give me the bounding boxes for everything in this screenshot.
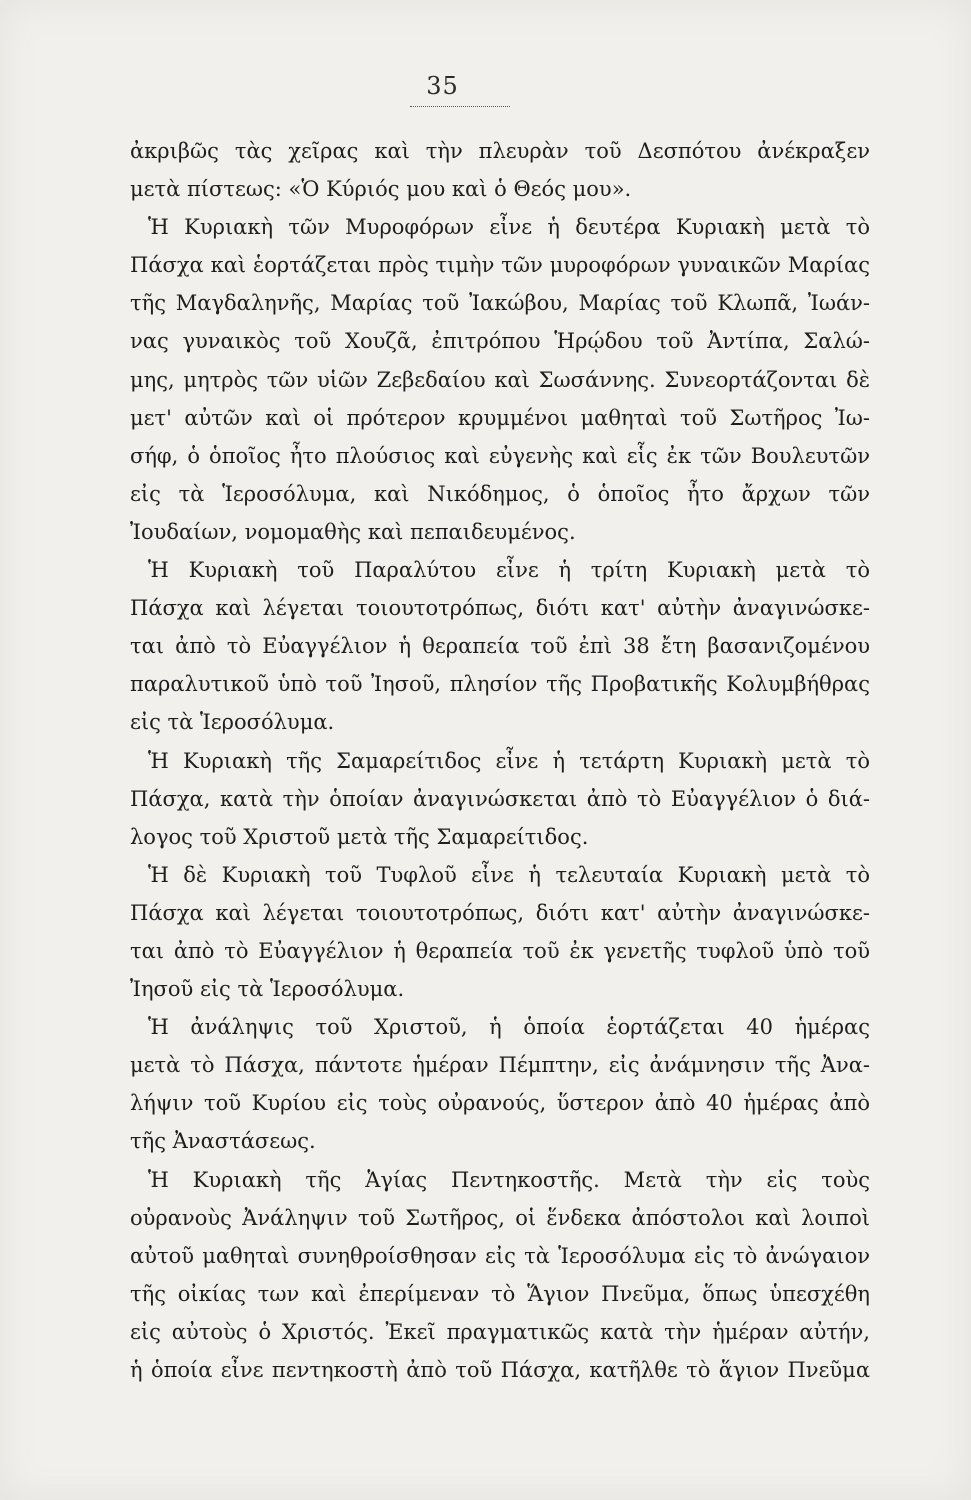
text-line: παραλυτικοῦ ὑπὸ τοῦ Ἰησοῦ, πλησίον τῆς Προβατικῆς Κολυμβήθρας [130, 672, 870, 697]
text-line: εἰς τὰ Ἱεροσόλυμα. [130, 710, 335, 735]
text-line: Ἰουδαίων, νομομαθὴς καὶ πεπαιδευμένος. [130, 519, 576, 544]
text-line: εἰς τὰ Ἱεροσόλυμα, καὶ Νικόδημος, ὁ ὁποῖος ἦτο ἄρχων τῶν [130, 481, 870, 506]
text-line: Πάσχα, κατὰ τὴν ὁποίαν ἀναγινώσκεται ἀπὸ τὸ Εὐαγγέλιον ὁ διά- [130, 786, 870, 811]
text-line: Ἡ Κυριακὴ τῆς Ἁγίας Πεντηκοστῆς. Μετὰ τὴν εἰς τοὺς [148, 1167, 870, 1192]
text-line: Ἡ Κυριακὴ τῆς Σαμαρείτιδος εἶνε ἡ τετάρτη Κυριακὴ μετὰ τὸ [148, 748, 870, 773]
text-line: Ἡ ἀνάληψις τοῦ Χριστοῦ, ἡ ὁποία ἑορτάζεται 40 ἡμέρας [148, 1015, 870, 1040]
text-line: λογος τοῦ Χριστοῦ μετὰ τῆς Σαμαρείτιδος. [130, 824, 589, 849]
text-line: οὐρανοὺς Ἀνάληψιν τοῦ Σωτῆρος, οἱ ἕνδεκα ἀπόστολοι καὶ λοιποὶ [130, 1205, 870, 1230]
page-number: 35 [426, 72, 459, 100]
text-line: Πάσχα καὶ ἑορτάζεται πρὸς τιμὴν τῶν μυροφόρων γυναικῶν Μαρίας [130, 253, 870, 278]
page-number-rule [410, 106, 510, 107]
text-line: λήψιν τοῦ Κυρίου εἰς τοὺς οὐρανούς, ὕστερον ἀπὸ 40 ἡμέρας ἀπὸ [130, 1091, 870, 1116]
text-line: μετὰ πίστεως: «Ὁ Κύριός μου καὶ ὁ Θεός μου». [130, 177, 632, 202]
text-line: Ἡ Κυριακὴ τοῦ Παραλύτου εἶνε ἡ τρίτη Κυριακὴ μετὰ τὸ [148, 558, 870, 583]
text-line: ται ἀπὸ τὸ Εὐαγγέλιον ἡ θεραπεία τοῦ ἐκ γενετῆς τυφλοῦ ὑπὸ τοῦ [130, 938, 870, 963]
text-line: Πάσχα καὶ λέγεται τοιουτοτρόπως, διότι κατ' αὐτὴν ἀναγινώσκε- [130, 900, 870, 925]
text-line: αὐτοῦ μαθηταὶ συνηθροίσθησαν εἰς τὰ Ἱεροσόλυμα εἰς τὸ ἀνώγαιον [130, 1243, 870, 1268]
body-text [130, 132, 870, 1389]
text-line: εἰς αὐτοὺς ὁ Χριστός. Ἐκεῖ πραγματικῶς κατὰ τὴν ἡμέραν αὐτήν, [130, 1319, 870, 1344]
text-line: μετὰ τὸ Πάσχα, πάντοτε ἡμέραν Πέμπτην, εἰς ἀνάμνησιν τῆς Ἀνα- [130, 1053, 870, 1078]
text-line: μετ' αὐτῶν καὶ οἱ πρότερον κρυμμένοι μαθηταὶ τοῦ Σωτῆρος Ἰω- [130, 405, 870, 430]
text-line: Ἡ δὲ Κυριακὴ τοῦ Τυφλοῦ εἶνε ἡ τελευταία Κυριακὴ μετὰ τὸ [148, 862, 870, 887]
text-line: ται ἀπὸ τὸ Εὐαγγέλιον ἡ θεραπεία τοῦ ἐπὶ 38 ἔτη βασανιζομένου [130, 634, 870, 659]
text-line: σήφ, ὁ ὁποῖος ἦτο πλούσιος καὶ εὐγενὴς καὶ εἷς ἐκ τῶν Βουλευτῶν [130, 443, 870, 468]
text-line: τῆς οἰκίας των καὶ ἐπερίμεναν τὸ Ἅγιον Πνεῦμα, ὅπως ὑπεσχέθη [130, 1281, 870, 1306]
text-line: νας γυναικὸς τοῦ Χουζᾶ, ἐπιτρόπου Ἡρῴδου τοῦ Ἀντίπα, Σαλώ- [130, 329, 870, 354]
text-line: μης, μητρὸς τῶν υἱῶν Ζεβεδαίου καὶ Σωσάννης. Συνεορτάζονται δὲ [130, 367, 870, 392]
text-line: ἡ ὁποία εἶνε πεντηκοστὴ ἀπὸ τοῦ Πάσχα, κατῆλθε τὸ ἅγιον Πνεῦμα [130, 1358, 870, 1382]
text-line: Πάσχα καὶ λέγεται τοιουτοτρόπως, διότι κατ' αὐτὴν ἀναγινώσκε- [130, 596, 870, 621]
text-line: τῆς Μαγδαληνῆς, Μαρίας τοῦ Ἰακώβου, Μαρίας τοῦ Κλωπᾶ, Ἰωάν- [130, 291, 870, 316]
text-line: Ἡ Κυριακὴ τῶν Μυροφόρων εἶνε ἡ δευτέρα Κυριακὴ μετὰ τὸ [148, 215, 870, 240]
text-line: Ἰησοῦ εἰς τὰ Ἱεροσόλυμα. [130, 977, 405, 1002]
text-line: τῆς Ἀναστάσεως. [130, 1129, 316, 1154]
text-line: ἀκριβῶς τὰς χεῖρας καὶ τὴν πλευρὰν τοῦ Δεσπότου ἀνέκραξεν [130, 139, 870, 163]
